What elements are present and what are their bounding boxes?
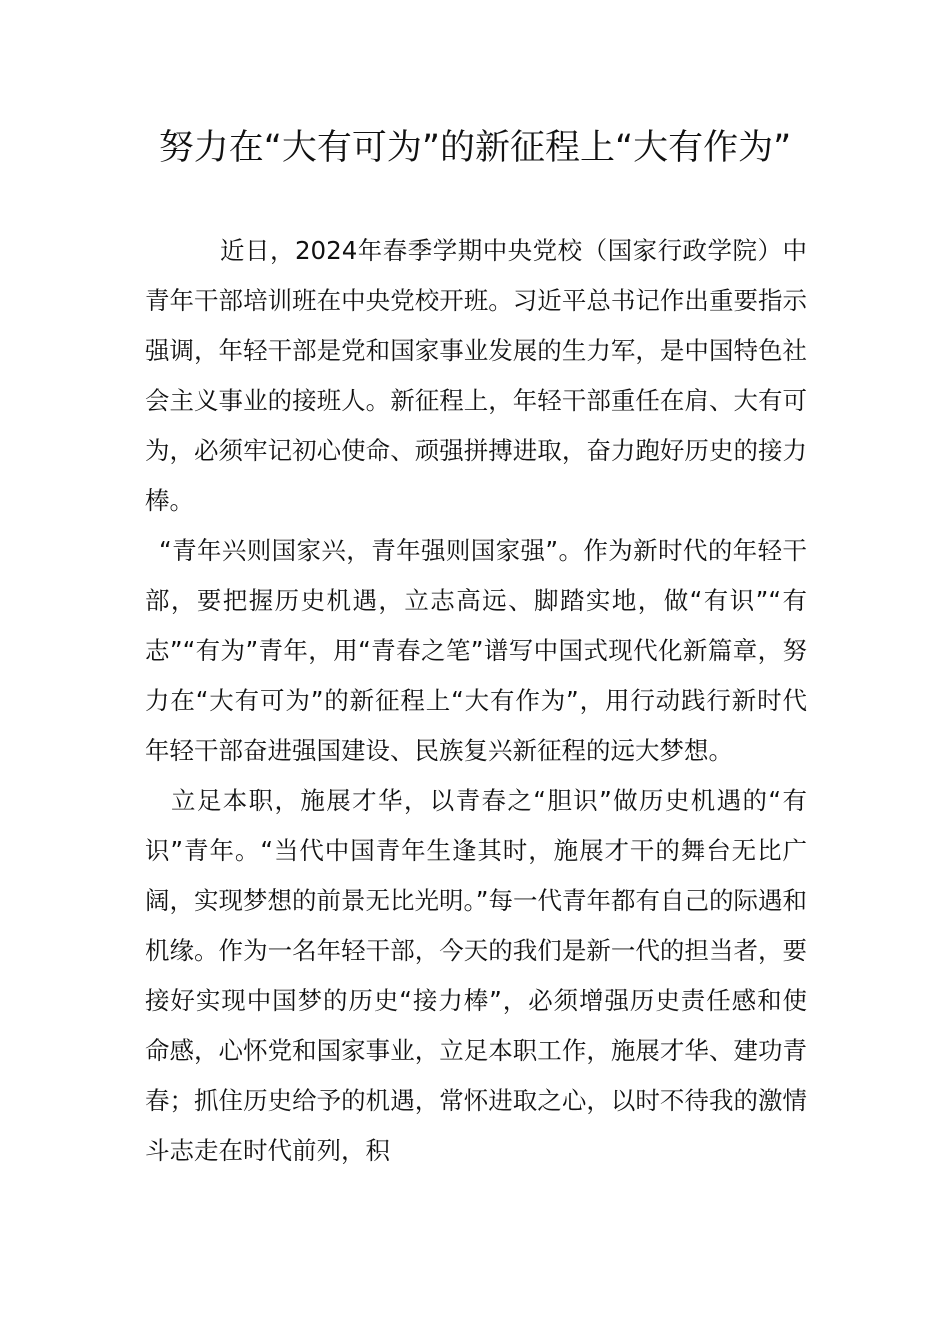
paragraph-3: 立足本职，施展才华，以青春之“胆识”做历史机遇的“有识”青年。“当代中国青年生逢其时，施展才干的舞台无比广阔，实现梦想的前景无比光明。”每一代青年都有自己的际遇和机缘。作为一名年轻干部，今天的我们是新一代的担当者，要接好实现中国梦的历史“接力棒”，必须增强历史责任感和使命感，心怀党和国家事业，立足本职工作，施展才华、建功青春；抓住历史给予的机遇，常怀进取之心，以时不待我的激情斗志走在时代前列，积 (145, 786, 807, 1165)
paragraph-1: 近日，2024年春季学期中央党校（国家行政学院）中青年干部培训班在中央党校开班。习近平总书记作出重要指示强调，年轻干部是党和国家事业发展的生力军，是中国特色社会主义事业的接班人。新征程上，年轻干部重任在肩、大有可为，必须牢记初心使命、顽强拼搏进取，奋力跑好历史的接力棒。 (145, 236, 807, 515)
document-body (145, 226, 807, 1176)
document-title: 努力在“大有可为”的新征程上“大有作为” (158, 128, 792, 168)
paragraph-2: “青年兴则国家兴，青年强则国家强”。作为新时代的年轻干部，要把握历史机遇，立志高远、脚踏实地，做“有识”“有志”“有为”青年，用“青春之笔”谱写中国式现代化新篇章，努力在“大有可为”的新征程上“大有作为”，用行动践行新时代年轻干部奋进强国建设、民族复兴新征程的远大梦想。 (145, 536, 807, 765)
